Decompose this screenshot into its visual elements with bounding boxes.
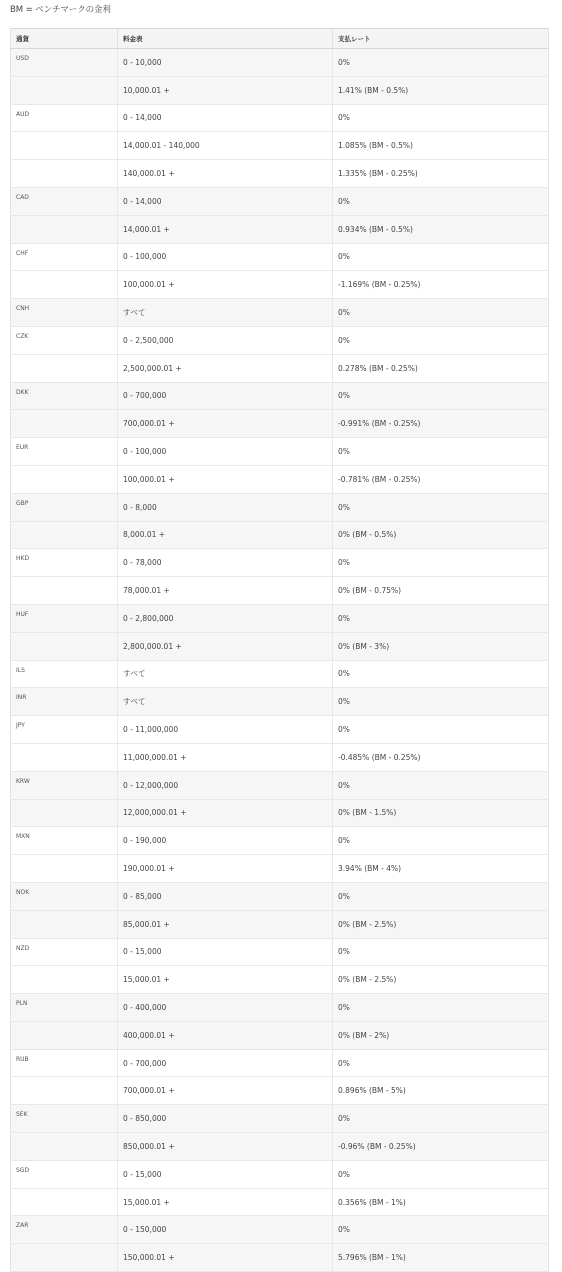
cell-currency: SEK: [11, 1105, 118, 1133]
cell-currency: [11, 465, 118, 493]
table-row: [11, 438, 549, 466]
cell-tier: 100,000.01 +: [118, 465, 333, 493]
table-row: [11, 1105, 549, 1133]
cell-currency: [11, 1244, 118, 1272]
cell-currency: KRW: [11, 771, 118, 799]
cell-currency: [11, 910, 118, 938]
cell-rate: 0%: [333, 493, 549, 521]
table-row: [11, 382, 549, 410]
cell-currency: [11, 271, 118, 299]
cell-rate: 0%: [333, 827, 549, 855]
cell-rate: -1.169% (BM - 0.25%): [333, 271, 549, 299]
cell-currency: [11, 1133, 118, 1161]
cell-currency: [11, 743, 118, 771]
table-row: [11, 743, 549, 771]
table-row: [11, 326, 549, 354]
benchmark-note: BM = ベンチマークの金利: [10, 5, 111, 15]
table-row: [11, 577, 549, 605]
cell-rate: 0%: [333, 49, 549, 77]
cell-rate: 5.796% (BM - 1%): [333, 1244, 549, 1272]
table-row: [11, 660, 549, 688]
cell-rate: 0% (BM - 2.5%): [333, 910, 549, 938]
table-row: [11, 1133, 549, 1161]
cell-currency: [11, 76, 118, 104]
cell-tier: 0 - 100,000: [118, 438, 333, 466]
cell-rate: 0%: [333, 771, 549, 799]
cell-currency: [11, 632, 118, 660]
table-row: [11, 549, 549, 577]
cell-tier: 0 - 2,500,000: [118, 326, 333, 354]
cell-currency: EUR: [11, 438, 118, 466]
cell-tier: 0 - 850,000: [118, 1105, 333, 1133]
cell-tier: 0 - 14,000: [118, 104, 333, 132]
table-row: [11, 1021, 549, 1049]
cell-rate: 0% (BM - 2%): [333, 1021, 549, 1049]
cell-rate: 0%: [333, 438, 549, 466]
cell-rate: 0% (BM - 1.5%): [333, 799, 549, 827]
cell-currency: MXN: [11, 827, 118, 855]
cell-rate: 0% (BM - 3%): [333, 632, 549, 660]
cell-tier: 0 - 150,000: [118, 1216, 333, 1244]
cell-tier: 0 - 700,000: [118, 382, 333, 410]
cell-rate: 1.085% (BM - 0.5%): [333, 132, 549, 160]
cell-tier: 700,000.01 +: [118, 410, 333, 438]
cell-tier: 78,000.01 +: [118, 577, 333, 605]
cell-tier: すべて: [118, 299, 333, 327]
cell-tier: 100,000.01 +: [118, 271, 333, 299]
header-tier: 料金表: [118, 29, 333, 49]
cell-tier: 150,000.01 +: [118, 1244, 333, 1272]
cell-tier: 700,000.01 +: [118, 1077, 333, 1105]
cell-tier: 0 - 15,000: [118, 1160, 333, 1188]
cell-currency: GBP: [11, 493, 118, 521]
cell-rate: 0% (BM - 0.5%): [333, 521, 549, 549]
cell-tier: 0 - 11,000,000: [118, 716, 333, 744]
cell-rate: 0%: [333, 1160, 549, 1188]
interest-rate-table-container: [10, 28, 548, 1272]
table-row: [11, 1049, 549, 1077]
cell-tier: 0 - 8,000: [118, 493, 333, 521]
cell-currency: USD: [11, 49, 118, 77]
cell-currency: PLN: [11, 994, 118, 1022]
cell-rate: 0%: [333, 299, 549, 327]
table-row: [11, 243, 549, 271]
cell-rate: 0%: [333, 882, 549, 910]
cell-tier: 0 - 10,000: [118, 49, 333, 77]
cell-rate: 0%: [333, 104, 549, 132]
cell-tier: 14,000.01 +: [118, 215, 333, 243]
cell-tier: すべて: [118, 660, 333, 688]
cell-tier: 0 - 14,000: [118, 187, 333, 215]
cell-tier: 2,800,000.01 +: [118, 632, 333, 660]
cell-tier: 0 - 190,000: [118, 827, 333, 855]
header-currency: 通貨: [11, 29, 118, 49]
cell-currency: [11, 215, 118, 243]
cell-currency: NZD: [11, 938, 118, 966]
cell-rate: 0%: [333, 326, 549, 354]
cell-currency: [11, 1021, 118, 1049]
table-row: [11, 1077, 549, 1105]
cell-rate: 1.335% (BM - 0.25%): [333, 160, 549, 188]
cell-rate: 0%: [333, 382, 549, 410]
table-row: [11, 1160, 549, 1188]
cell-rate: 0%: [333, 243, 549, 271]
cell-currency: [11, 160, 118, 188]
cell-rate: 0%: [333, 604, 549, 632]
cell-currency: [11, 966, 118, 994]
cell-rate: -0.781% (BM - 0.25%): [333, 465, 549, 493]
cell-tier: 10,000.01 +: [118, 76, 333, 104]
table-row: [11, 994, 549, 1022]
table-row: [11, 160, 549, 188]
cell-currency: ZAR: [11, 1216, 118, 1244]
table-row: [11, 187, 549, 215]
cell-tier: 0 - 400,000: [118, 994, 333, 1022]
cell-tier: 85,000.01 +: [118, 910, 333, 938]
cell-tier: 0 - 78,000: [118, 549, 333, 577]
table-row: [11, 1244, 549, 1272]
cell-currency: JPY: [11, 716, 118, 744]
cell-tier: 15,000.01 +: [118, 1188, 333, 1216]
cell-currency: INR: [11, 688, 118, 716]
cell-rate: 0%: [333, 1105, 549, 1133]
cell-tier: 0 - 85,000: [118, 882, 333, 910]
cell-currency: CNH: [11, 299, 118, 327]
cell-tier: 190,000.01 +: [118, 855, 333, 883]
cell-currency: NOK: [11, 882, 118, 910]
table-row: [11, 271, 549, 299]
table-row: [11, 882, 549, 910]
cell-currency: [11, 410, 118, 438]
cell-tier: すべて: [118, 688, 333, 716]
table-row: [11, 771, 549, 799]
cell-currency: [11, 855, 118, 883]
cell-rate: 0.896% (BM - 5%): [333, 1077, 549, 1105]
cell-rate: 3.94% (BM - 4%): [333, 855, 549, 883]
table-row: [11, 299, 549, 327]
table-row: [11, 215, 549, 243]
cell-tier: 11,000,000.01 +: [118, 743, 333, 771]
cell-rate: 1.41% (BM - 0.5%): [333, 76, 549, 104]
cell-rate: 0%: [333, 716, 549, 744]
table-row: [11, 632, 549, 660]
cell-rate: 0% (BM - 2.5%): [333, 966, 549, 994]
table-row: [11, 76, 549, 104]
table-row: [11, 1216, 549, 1244]
table-row: [11, 716, 549, 744]
table-row: [11, 1188, 549, 1216]
cell-tier: 400,000.01 +: [118, 1021, 333, 1049]
table-row: [11, 966, 549, 994]
header-rate: 支払レート: [333, 29, 549, 49]
cell-currency: RUB: [11, 1049, 118, 1077]
cell-tier: 15,000.01 +: [118, 966, 333, 994]
cell-currency: [11, 577, 118, 605]
table-row: [11, 493, 549, 521]
cell-currency: [11, 354, 118, 382]
cell-currency: HUF: [11, 604, 118, 632]
cell-currency: [11, 1077, 118, 1105]
table-row: [11, 827, 549, 855]
cell-currency: [11, 132, 118, 160]
cell-rate: 0.934% (BM - 0.5%): [333, 215, 549, 243]
cell-currency: [11, 521, 118, 549]
cell-rate: 0%: [333, 660, 549, 688]
cell-rate: 0%: [333, 938, 549, 966]
table-row: [11, 910, 549, 938]
cell-rate: 0.356% (BM - 1%): [333, 1188, 549, 1216]
cell-rate: -0.96% (BM - 0.25%): [333, 1133, 549, 1161]
cell-currency: [11, 1188, 118, 1216]
interest-rate-table: [10, 28, 549, 1272]
cell-tier: 8,000.01 +: [118, 521, 333, 549]
cell-currency: HKD: [11, 549, 118, 577]
cell-currency: DKK: [11, 382, 118, 410]
cell-rate: 0%: [333, 1216, 549, 1244]
cell-tier: 14,000.01 - 140,000: [118, 132, 333, 160]
table-row: [11, 521, 549, 549]
table-row: [11, 49, 549, 77]
cell-tier: 12,000,000.01 +: [118, 799, 333, 827]
cell-currency: [11, 799, 118, 827]
cell-rate: 0%: [333, 549, 549, 577]
cell-currency: ILS: [11, 660, 118, 688]
cell-rate: 0% (BM - 0.75%): [333, 577, 549, 605]
cell-rate: 0%: [333, 187, 549, 215]
table-row: [11, 604, 549, 632]
table-row: [11, 465, 549, 493]
cell-rate: 0.278% (BM - 0.25%): [333, 354, 549, 382]
cell-tier: 0 - 100,000: [118, 243, 333, 271]
cell-rate: 0%: [333, 688, 549, 716]
table-row: [11, 799, 549, 827]
cell-tier: 0 - 12,000,000: [118, 771, 333, 799]
cell-currency: CAD: [11, 187, 118, 215]
cell-rate: 0%: [333, 1049, 549, 1077]
table-row: [11, 938, 549, 966]
cell-tier: 0 - 700,000: [118, 1049, 333, 1077]
cell-currency: SGD: [11, 1160, 118, 1188]
cell-rate: 0%: [333, 994, 549, 1022]
table-body: [11, 49, 549, 1272]
cell-currency: CZK: [11, 326, 118, 354]
cell-currency: CHF: [11, 243, 118, 271]
cell-tier: 850,000.01 +: [118, 1133, 333, 1161]
cell-tier: 0 - 2,800,000: [118, 604, 333, 632]
table-row: [11, 104, 549, 132]
table-row: [11, 688, 549, 716]
cell-rate: -0.991% (BM - 0.25%): [333, 410, 549, 438]
table-row: [11, 132, 549, 160]
cell-currency: AUD: [11, 104, 118, 132]
table-row: [11, 354, 549, 382]
cell-tier: 2,500,000.01 +: [118, 354, 333, 382]
table-row: [11, 855, 549, 883]
cell-tier: 0 - 15,000: [118, 938, 333, 966]
table-header: [11, 29, 549, 49]
cell-rate: -0.485% (BM - 0.25%): [333, 743, 549, 771]
cell-tier: 140,000.01 +: [118, 160, 333, 188]
table-row: [11, 410, 549, 438]
